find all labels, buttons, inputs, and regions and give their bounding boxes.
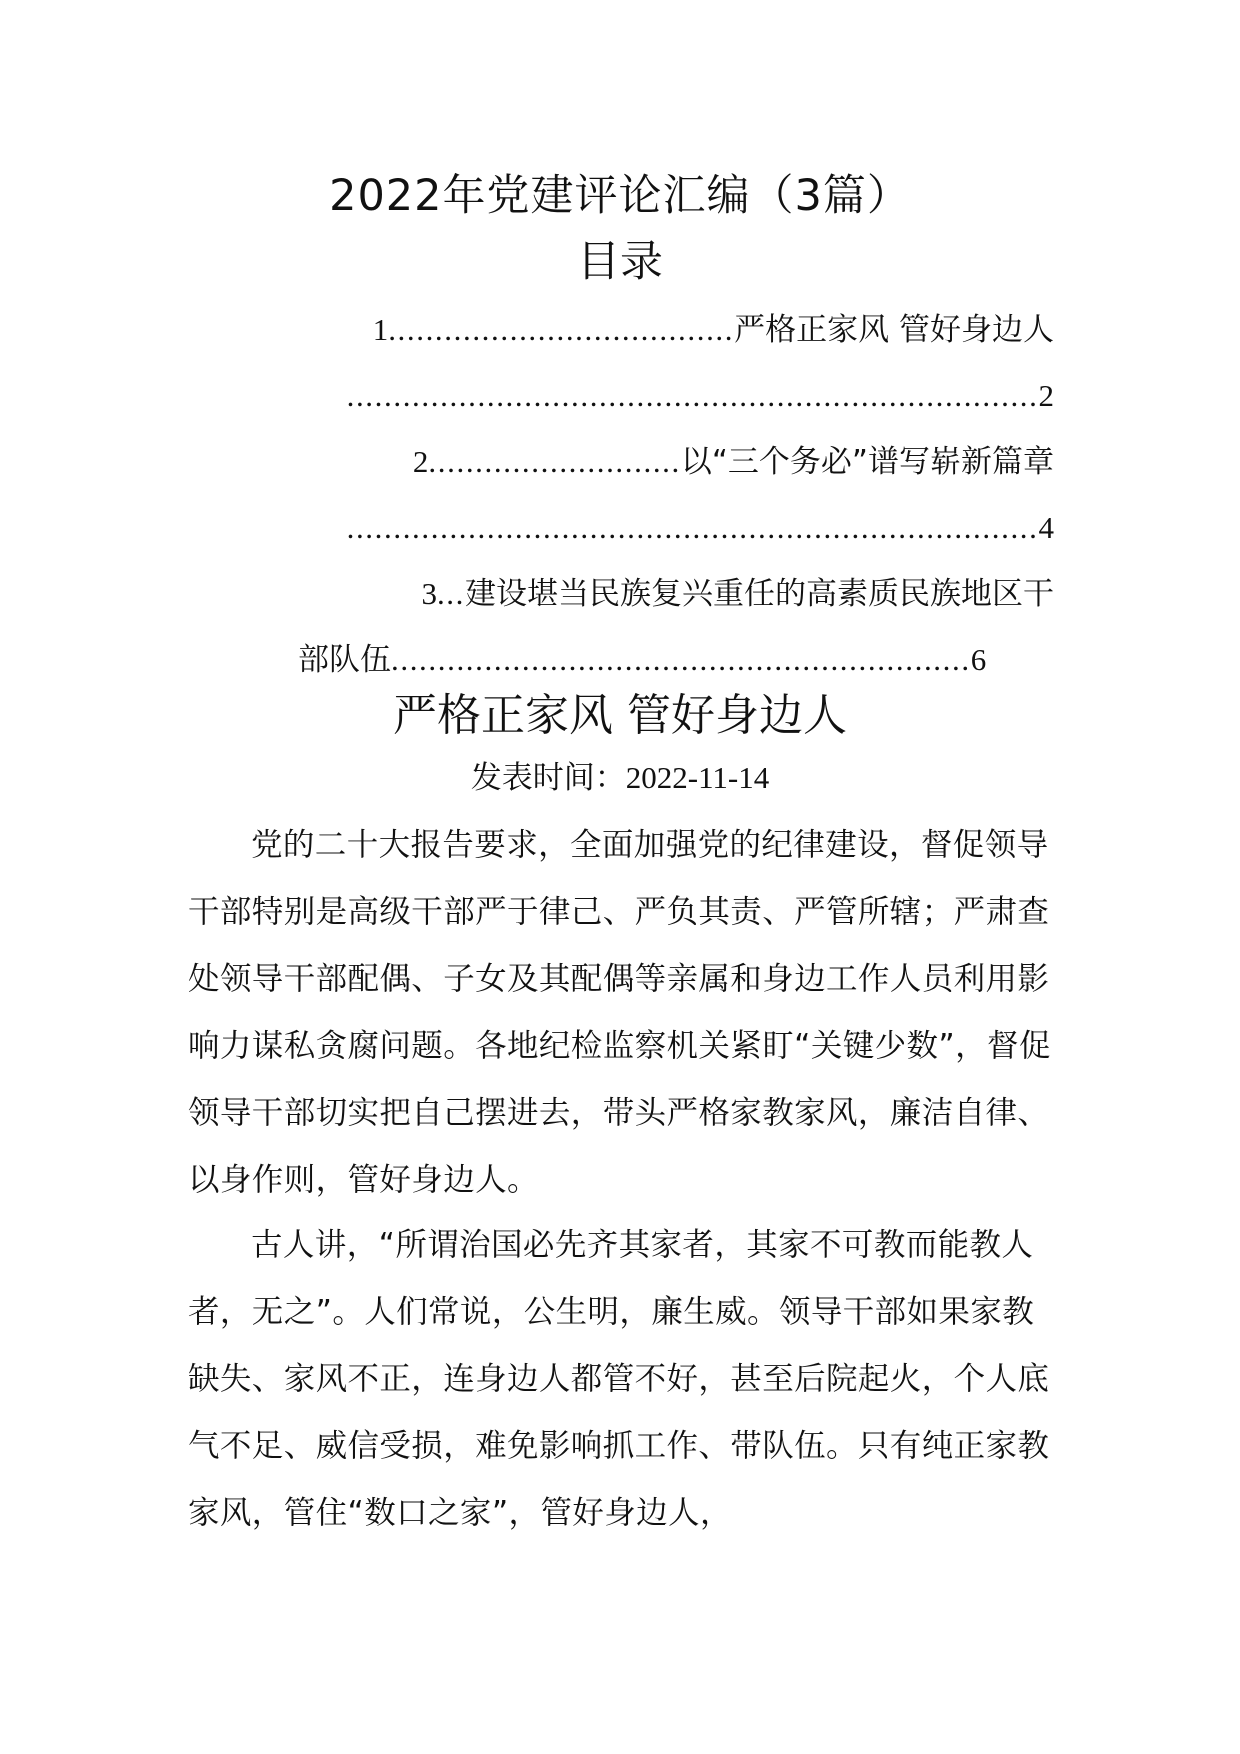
toc-dot-leader: ... [436,576,465,611]
toc-dot-leader: ........................... [428,444,681,479]
toc-page-number: 4 [1038,510,1054,545]
toc-page-number: 6 [970,642,987,677]
article-paragraph-2: 古人讲，“所谓治国必先齐其家者，其家不可教而能教人者，无之”。人们常说，公生明，廉生威。领导干部如果家教缺失、家风不正，连身边人都管不好，甚至后院起火，个人底气不足、威信受损，难免影响抓工作、带队伍。只有纯正家教家风，管住“数口之家”，管好身边人， [188,1227,1050,1531]
toc-entry-number: 3 [421,576,437,611]
toc-entry-title: 建设堪当民族复兴重任的高素质民族地区干 [465,576,1054,612]
toc-entry-1-page [347,376,1054,416]
date-value: 2022-11-14 [625,760,770,795]
toc-entry-2[interactable] [413,442,1054,482]
toc-entry-number: 1 [372,312,389,347]
article-paragraph-1: 党的二十大报告要求，全面加强党的纪律建设，督促领导干部特别是高级干部严于律己、严负其责、严管所辖；严肃查处领导干部配偶、子女及其配偶等亲属和身边工作人员利用影响力谋私贪腐问题。各地纪检监察机关紧盯“关键少数”，督促领导干部切实把自己摆进去，带头严格家教家风，廉洁自律、以身作则，管好身边人。 [188,827,1051,1198]
date-label: 发表时间： [470,760,626,796]
toc-entry-title: 部队伍 [298,642,391,678]
article-title: 严格正家风 管好身边人 [393,690,847,741]
toc-dot-leader: .............................................................. [391,642,971,677]
toc-entry-3[interactable] [421,574,1054,614]
toc-heading: 目录 [577,237,663,287]
toc-dot-leader: ..................................... [388,312,735,347]
toc-entry-title: 以“三个务必”谱写崭新篇章 [680,444,1054,480]
toc-entry-title: 严格正家风 管好身边人 [734,312,1054,348]
toc-entry-3-cont [298,640,986,680]
document-title: 2022年党建评论汇编（3篇） [329,171,911,221]
toc-dot-leader: .......................................................................... [346,378,1039,413]
toc-dot-leader: .......................................................................... [346,510,1039,545]
toc-entry-2-page [347,508,1054,548]
toc-entry-1[interactable] [373,310,1054,350]
toc-entry-number: 2 [412,444,429,479]
article-date [0,758,1240,798]
toc-page-number: 2 [1038,378,1054,413]
